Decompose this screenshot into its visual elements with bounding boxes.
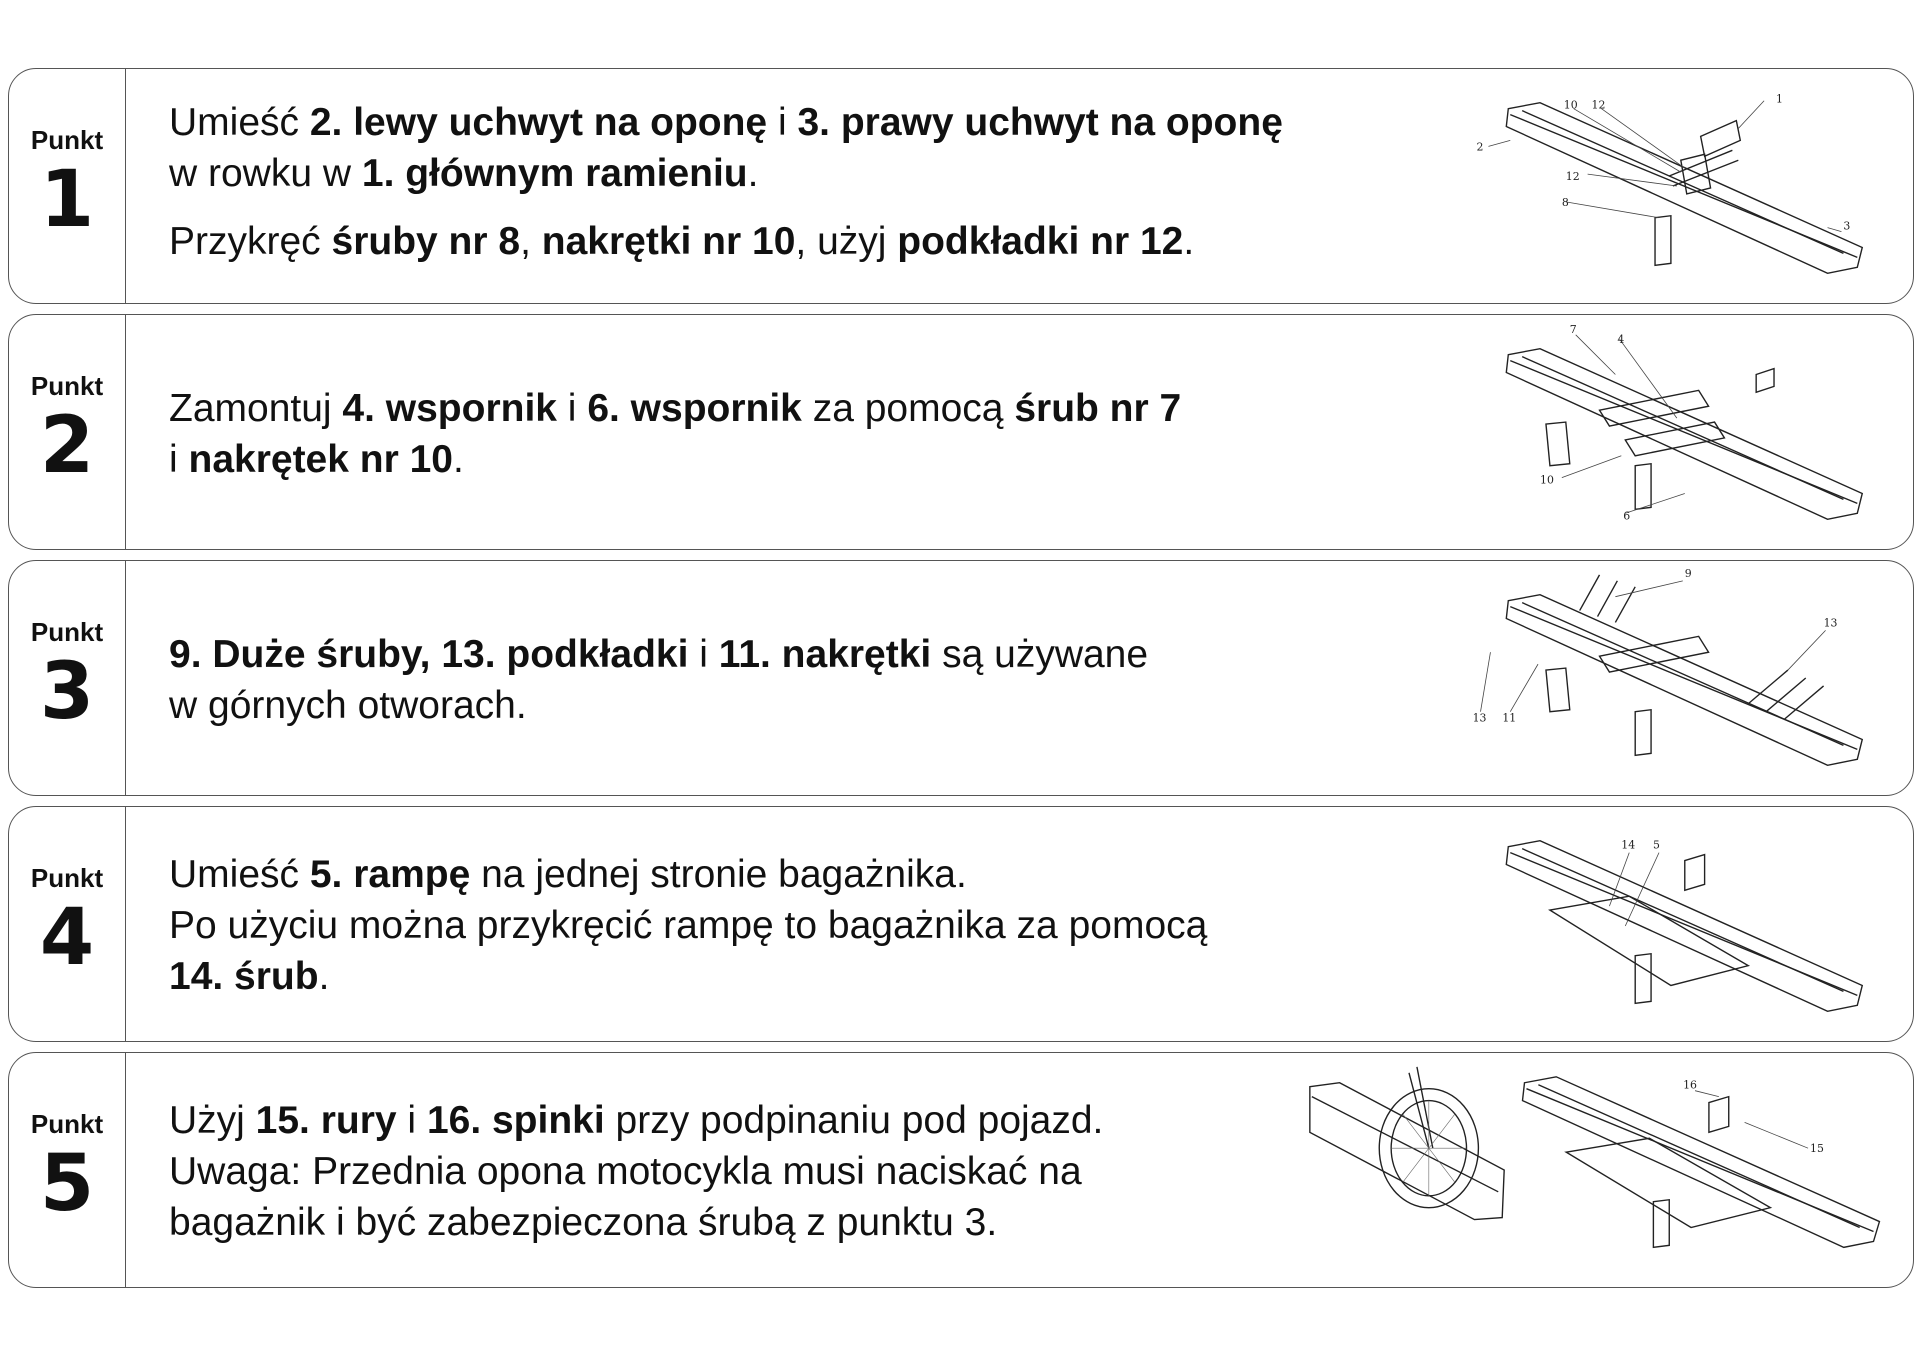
text-run: Umieść xyxy=(169,853,310,896)
text-run: Użyj xyxy=(169,1099,256,1142)
punkt-label: Punkt xyxy=(30,371,104,401)
svg-text:2: 2 xyxy=(1476,140,1484,154)
svg-text:10: 10 xyxy=(1563,98,1578,112)
step-number: 5 xyxy=(39,1139,95,1229)
text-run: są używane xyxy=(931,633,1149,676)
step-number-column xyxy=(9,561,126,795)
text-run: i xyxy=(396,1099,427,1142)
bold-text-run: 15. rury xyxy=(255,1099,397,1142)
bold-text-run: śruby nr 8 xyxy=(331,220,521,263)
step-number-column xyxy=(9,315,126,549)
motorcycle-wheel-illustration xyxy=(1299,1053,1519,1287)
bold-text-run: 3. prawy uchwyt na oponę xyxy=(797,101,1283,144)
punkt-label: Punkt xyxy=(30,617,104,647)
text-run: Przykręć xyxy=(169,220,332,263)
text-run: i xyxy=(556,387,588,430)
step-number: 3 xyxy=(39,647,95,737)
text-run: Umieść xyxy=(169,101,310,144)
svg-text:8: 8 xyxy=(1561,195,1569,209)
step-number-column xyxy=(9,69,126,303)
text-run: Zamontuj xyxy=(169,387,343,430)
assembly-diagram-step-3 xyxy=(1449,561,1869,795)
punkt-label: Punkt xyxy=(30,1109,104,1139)
assembly-diagram-step-4 xyxy=(1449,807,1869,1041)
bold-text-run: 16. spinki xyxy=(426,1099,605,1142)
step-4 xyxy=(8,806,1914,1042)
bold-text-run: śrub nr 7 xyxy=(1014,387,1182,430)
step-3 xyxy=(8,560,1914,796)
step-instructions xyxy=(169,1095,1389,1248)
bold-text-run: 9. Duże śruby, 13. podkładki xyxy=(169,633,689,676)
assembly-diagram-step-5 xyxy=(1509,1053,1889,1287)
svg-text:15: 15 xyxy=(1810,1142,1824,1156)
text-run: Po użyciu można przykręcić rampę to bagażnika za pomocą xyxy=(169,904,1208,947)
bold-text-run: 11. nakrętki xyxy=(718,633,932,676)
text-run: . xyxy=(453,438,464,481)
step-number: 4 xyxy=(39,893,95,983)
instruction-line xyxy=(169,1095,1389,1146)
svg-text:9: 9 xyxy=(1684,566,1692,580)
instruction-line xyxy=(169,97,1389,148)
bold-text-run: 1. głównym ramieniu xyxy=(361,152,748,195)
instruction-line xyxy=(169,1146,1389,1197)
step-number: 2 xyxy=(39,401,95,491)
bold-text-run: 14. śrub xyxy=(169,955,319,998)
step-instructions xyxy=(169,383,1389,485)
text-run: . xyxy=(1183,220,1195,263)
instruction-line xyxy=(169,1197,1389,1248)
punkt-label: Punkt xyxy=(30,125,104,155)
bold-text-run: nakrętek nr 10 xyxy=(188,438,453,481)
text-run: , xyxy=(520,220,542,263)
text-run: . xyxy=(318,955,330,998)
instruction-line xyxy=(169,216,1389,267)
text-run: i xyxy=(767,101,798,144)
instruction-line xyxy=(169,148,1389,199)
svg-text:12: 12 xyxy=(1591,98,1606,112)
text-run: bagażnik i być zabezpieczona śrubą z punktu 3. xyxy=(169,1201,998,1244)
svg-text:12: 12 xyxy=(1565,170,1580,184)
svg-text:10: 10 xyxy=(1540,473,1554,487)
text-run: przy podpinaniu pod pojazd. xyxy=(604,1099,1104,1142)
text-run: , użyj xyxy=(795,220,898,263)
instruction-line xyxy=(169,629,1389,680)
instruction-line xyxy=(169,383,1389,434)
svg-text:13: 13 xyxy=(1472,711,1487,725)
step-number-column xyxy=(9,807,126,1041)
bold-text-run: podkładki nr 12 xyxy=(897,220,1184,263)
svg-text:13: 13 xyxy=(1823,616,1838,630)
text-run: Uwaga: Przednia opona motocykla musi naciskać na xyxy=(169,1150,1082,1193)
svg-text:6: 6 xyxy=(1623,509,1631,523)
instruction-line xyxy=(169,680,1389,731)
bold-text-run: 6. wspornik xyxy=(587,387,802,430)
svg-text:7: 7 xyxy=(1569,322,1577,336)
svg-text:11: 11 xyxy=(1502,711,1517,725)
step-instructions xyxy=(169,629,1389,731)
svg-text:16: 16 xyxy=(1683,1078,1697,1092)
step-instructions xyxy=(169,97,1389,267)
svg-text:5: 5 xyxy=(1653,838,1660,852)
svg-text:14: 14 xyxy=(1621,838,1636,852)
step-5 xyxy=(8,1052,1914,1288)
assembly-diagram-step-2 xyxy=(1449,315,1869,549)
text-run: . xyxy=(747,152,759,195)
text-run: w rowku w xyxy=(169,152,362,195)
svg-text:1: 1 xyxy=(1776,92,1783,106)
text-run: i xyxy=(169,438,189,481)
svg-text:3: 3 xyxy=(1843,219,1851,233)
instruction-line xyxy=(169,434,1389,485)
bold-text-run: 2. lewy uchwyt na oponę xyxy=(309,101,768,144)
text-run: i xyxy=(688,633,719,676)
step-number: 1 xyxy=(39,155,95,245)
instruction-line xyxy=(169,951,1389,1002)
text-run: za pomocą xyxy=(801,387,1015,430)
assembly-diagram-step-1 xyxy=(1449,69,1869,303)
svg-text:4: 4 xyxy=(1617,332,1625,346)
step-1 xyxy=(8,68,1914,304)
step-instructions xyxy=(169,849,1389,1002)
punkt-label: Punkt xyxy=(30,863,104,893)
instruction-line xyxy=(169,849,1389,900)
step-number-column xyxy=(9,1053,126,1287)
text-run: w górnych otworach. xyxy=(169,684,527,727)
bold-text-run: 4. wspornik xyxy=(342,387,557,430)
bold-text-run: 5. rampę xyxy=(309,853,471,896)
bold-text-run: nakrętki nr 10 xyxy=(541,220,796,263)
instruction-line xyxy=(169,900,1389,951)
step-2 xyxy=(8,314,1914,550)
text-run: na jednej stronie bagażnika. xyxy=(470,853,967,896)
